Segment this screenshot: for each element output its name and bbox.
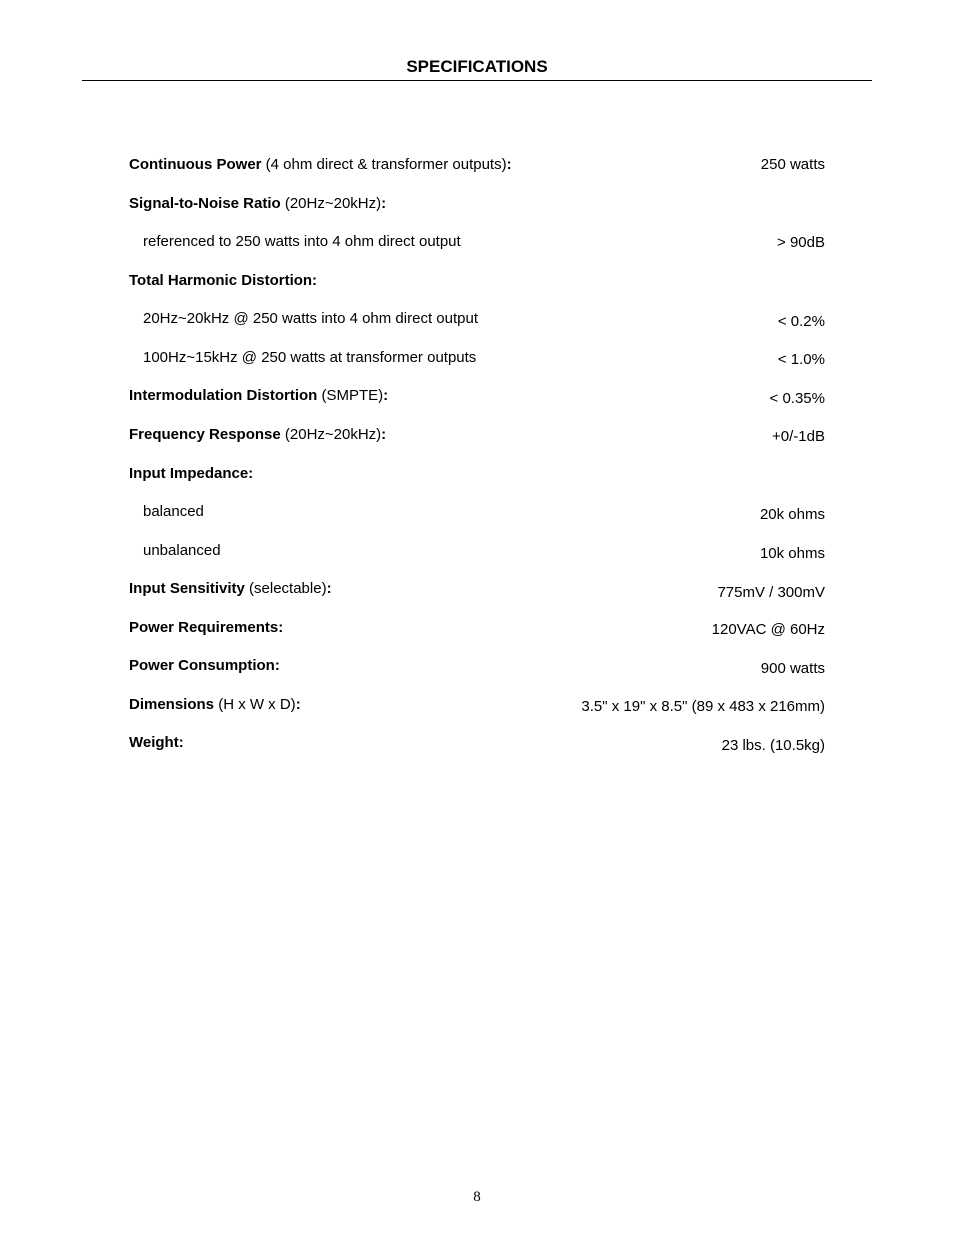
spec-label: Total Harmonic Distortion: (129, 272, 318, 289)
spec-row-continuous-power (129, 155, 825, 175)
spec-label: Continuous Power (4 ohm direct & transformer outputs): (129, 156, 512, 173)
spec-row-thd-direct (129, 309, 825, 329)
spec-row-imd (129, 386, 825, 406)
spec-value: 10k ohms (759, 545, 825, 562)
spec-label: Intermodulation Distortion (SMPTE): (129, 387, 389, 404)
spec-row-balanced (129, 502, 825, 522)
spec-value: 20k ohms (759, 506, 825, 523)
spec-row-power-requirements (129, 618, 825, 638)
spec-row-frequency-response (129, 425, 825, 445)
spec-value: 775mV / 300mV (717, 584, 825, 601)
spec-value: 3.5" x 19" x 8.5" (89 x 483 x 216mm) (581, 698, 825, 715)
spec-label: Weight: (129, 734, 184, 751)
spec-value: > 90dB (777, 234, 825, 251)
spec-row-thd (129, 271, 825, 291)
spec-label: Input Impedance: (129, 465, 254, 482)
spec-label: Dimensions (H x W x D): (129, 696, 301, 713)
spec-label: 20Hz~20kHz @ 250 watts into 4 ohm direct output (143, 310, 478, 327)
spec-label: referenced to 250 watts into 4 ohm direct output (143, 233, 461, 250)
page-number: 8 (473, 1189, 481, 1205)
spec-row-snr-referenced (129, 232, 825, 252)
spec-row-input-sensitivity (129, 579, 825, 599)
spec-label: Power Requirements: (129, 619, 284, 636)
spec-row-unbalanced (129, 541, 825, 561)
spec-row-thd-transformer (129, 348, 825, 368)
spec-label: balanced (143, 503, 204, 520)
spec-row-input-impedance (129, 464, 825, 484)
spec-value: < 0.2% (777, 313, 825, 330)
spec-value: 120VAC @ 60Hz (711, 621, 825, 638)
spec-value: < 1.0% (777, 351, 825, 368)
spec-row-dimensions (129, 695, 825, 715)
page-title: SPECIFICATIONS (406, 57, 548, 76)
spec-label: 100Hz~15kHz @ 250 watts at transformer outputs (143, 349, 477, 366)
spec-label: Input Sensitivity (selectable): (129, 580, 332, 597)
spec-label: unbalanced (143, 542, 221, 559)
spec-value: 23 lbs. (10.5kg) (721, 737, 825, 754)
spec-value: 900 watts (760, 660, 825, 677)
spec-value: 250 watts (760, 156, 825, 173)
spec-value: +0/-1dB (772, 428, 825, 445)
title-rule (82, 80, 872, 81)
spec-label: Frequency Response (20Hz~20kHz): (129, 426, 387, 443)
spec-label: Signal-to-Noise Ratio (20Hz~20kHz): (129, 195, 387, 212)
spec-row-weight (129, 733, 825, 753)
spec-label: Power Consumption: (129, 657, 280, 674)
spec-value: < 0.35% (769, 390, 825, 407)
spec-row-power-consumption (129, 656, 825, 676)
spec-row-signal-to-noise (129, 194, 825, 214)
